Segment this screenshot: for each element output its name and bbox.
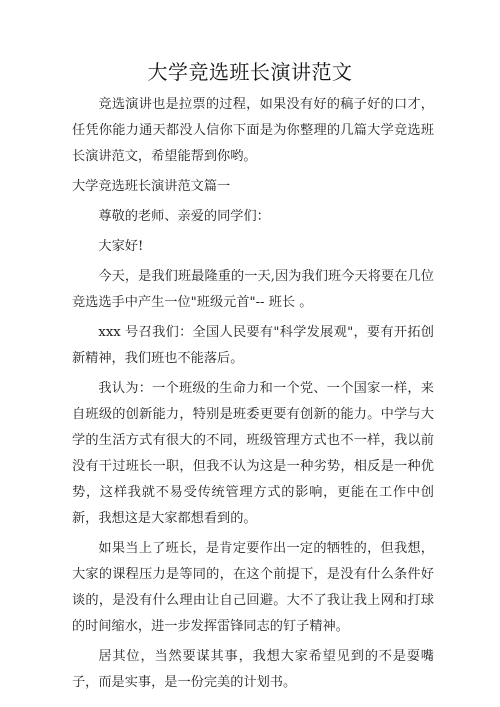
paragraph-salutation: 尊敬的老师、亲爱的同学们： [98,209,270,224]
document-title: 大学竞选班长演讲范文 [147,60,353,84]
paragraph-body: 如果当上了班长，是肯定要作出一定的牺牲的，但我想，大家的课程压力是等同的，在这个前提下，是没有什么条件好谈的，是没有什么理由让自己回避。大不了我让我上网和打球的时间缩水，进一步发挥雷锋同志的钉子精神。 [72,541,434,634]
paragraph-body: 我认为：一个班级的生命力和一个党、一个国家一样，来自班级的创新能力，特别是班委更要有创新的能力。中学与大学的生活方式有很大的不同，班级管理方式也不一样，我以前没有干过班长一职，但我不认为这是一种劣势，相反是一种优势，这样我就不易受传统管理方式的影响，更能在工作中创新，我想这是大家都想看到的。 [72,381,434,526]
section-heading: 大学竞选班长演讲范文篇一 [72,179,231,194]
paragraph-intro: 竞选演讲也是拉票的过程，如果没有好的稿子好的口才，任凭你能力通天都没人信你下面是为你整理的几篇大学竞选班长演讲范文，希望能帮到你哟。 [72,97,434,164]
paragraph-body: xxx 号召我们：全国人民要有"科学发展观"，要有开拓创新精神，我们班也不能落后。 [72,325,434,366]
paragraph-body: 居其位，当然要谋其事，我想大家希望见到的不是耍嘴子，而是实事，是一份完美的计划书。 [72,649,434,690]
paragraph-greeting: 大家好! [98,239,144,254]
document-body [72,92,434,700]
paragraph-body: 今天，是我们班最隆重的一天,因为我们班今天将要在几位竞选选手中产生一位"班级元首"-- 班长 。 [72,269,434,310]
